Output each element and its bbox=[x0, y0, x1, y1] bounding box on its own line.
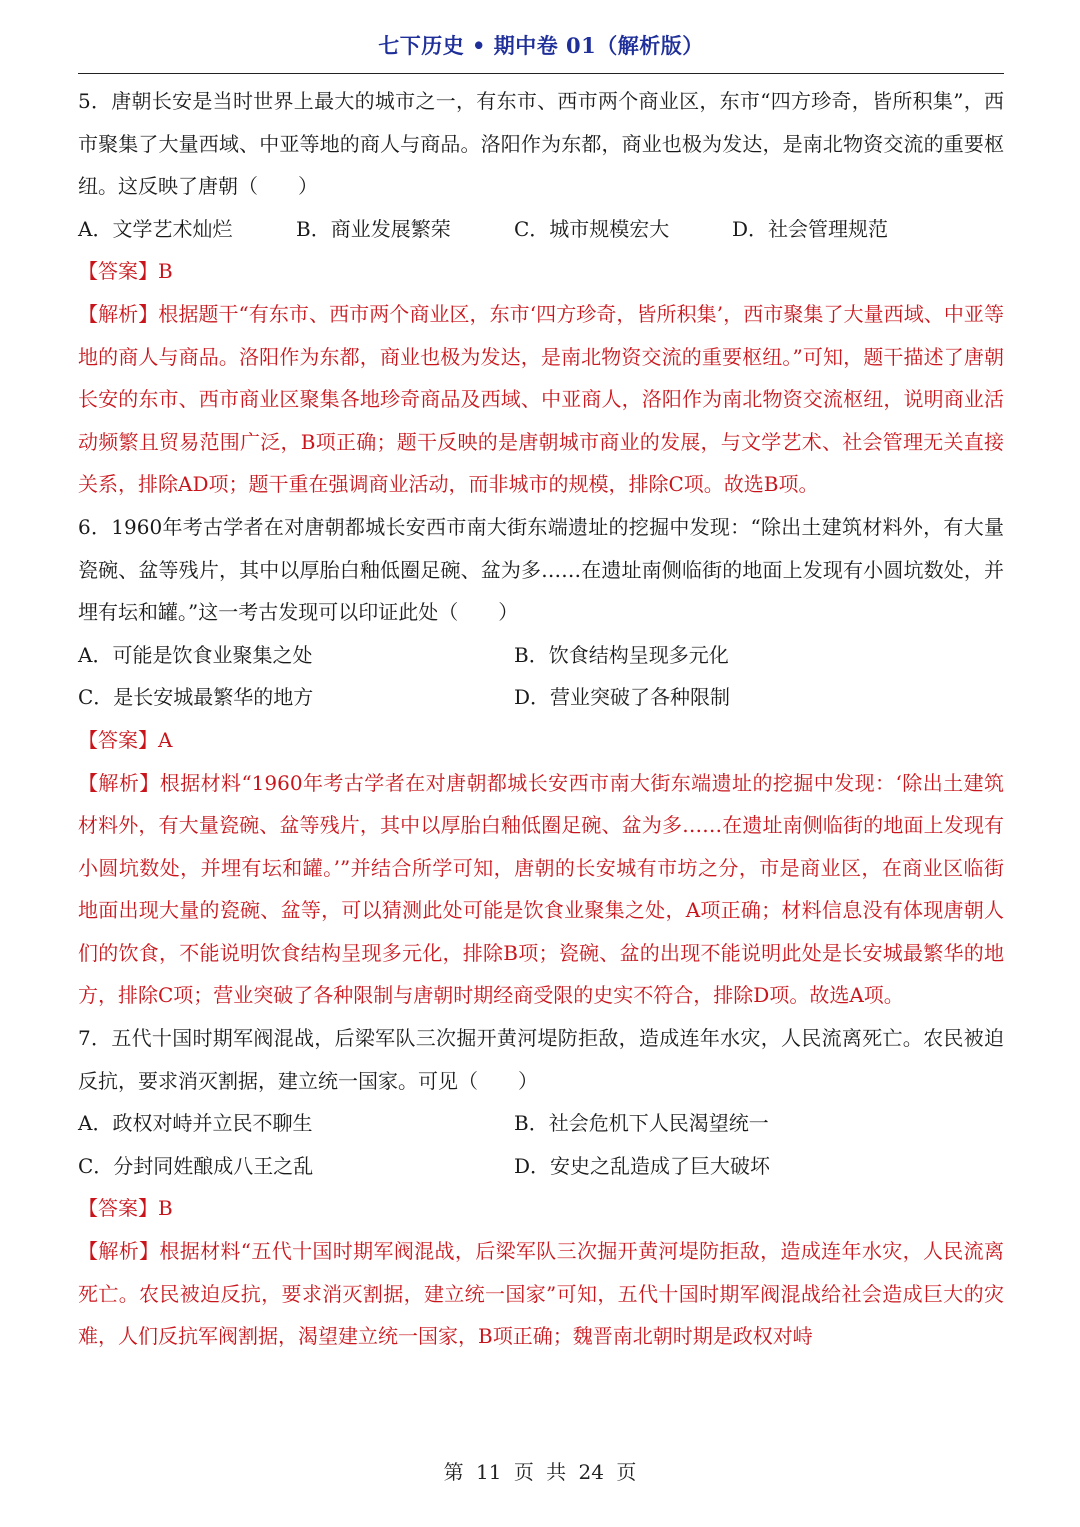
option-b: B．商业发展繁荣 bbox=[296, 216, 451, 241]
question-block-7 bbox=[78, 1017, 1004, 1358]
option-d: D．营业突破了各种限制 bbox=[514, 685, 731, 710]
analysis-text: 【解析】根据题干“有东市、西市两个商业区，东市‘四方珍奇，皆所积集’，西市聚集了大量西域、中亚等地的商人与商品。洛阳作为东都，商业也极为发达，是南北物资交流的重要枢纽。”可知，题干描述了唐朝长安的东市、西市商业区聚集各地珍奇商品及西域、中亚商人，洛阳作为南北物资交流枢纽，说明商业活动频繁且贸易范围广泛，B项正确；题干反映的是唐朝城市商业的发展，与文学艺术、社会管理无关直接关系，排除AD项；题干重在强调商业活动，而非城市的规模，排除C项。故选B项。 bbox=[78, 301, 1004, 497]
option-c: C．城市规模宏大 bbox=[514, 216, 670, 241]
question-stem: 5．唐朝长安是当时世界上最大的城市之一，有东市、西市两个商业区，东市“四方珍奇，皆所积集”，西市聚集了大量西域、中亚等地的商人与商品。洛阳作为东都，商业也极为发达，是南北物资交流的重要枢纽。这反映了唐朝（ ） bbox=[78, 89, 1004, 199]
question-stem: 6．1960年考古学者在对唐朝都城长安西市南大街东端遗址的挖掘中发现：“除出土建筑材料外，有大量瓷碗、盆等残片，其中以厚胎白釉低圈足碗、盆为多……在遗址南侧临街的地面上发现有小圆坑数处，并埋有坛和罐。”这一考古发现可以印证此处（ ） bbox=[78, 514, 1004, 625]
option-a: A．可能是饮食业聚集之处 bbox=[78, 642, 313, 667]
option-a: A．政权对峙并立民不聊生 bbox=[78, 1111, 313, 1136]
question-content bbox=[78, 80, 1004, 1358]
option-d: D．安史之乱造成了巨大破坏 bbox=[514, 1153, 771, 1178]
document-header-title: 七下历史 • 期中卷 01（解析版） bbox=[378, 33, 704, 58]
answer-line: 【答案】B bbox=[78, 259, 173, 284]
option-b: B．社会危机下人民渴望统一 bbox=[514, 1111, 769, 1136]
option-c: C．分封同姓酿成八王之乱 bbox=[78, 1153, 314, 1178]
page-number-footer: 第 11 页 共 24 页 bbox=[443, 1460, 637, 1484]
question-block-6 bbox=[78, 506, 1004, 1017]
answer-line: 【答案】A bbox=[78, 727, 173, 752]
answer-line: 【答案】B bbox=[78, 1196, 173, 1221]
options-row bbox=[78, 1145, 1004, 1188]
analysis-text: 【解析】根据材料“1960年考古学者在对唐朝都城长安西市南大街东端遗址的挖掘中发现：‘除出土建筑材料外，有大量瓷碗、盆等残片，其中以厚胎白釉低圈足碗、盆为多……在遗址南侧临街的地面上发现有小圆坑数处，并埋有坛和罐。’”并结合所学可知，唐朝的长安城有市坊之分，市是商业区，在商业区临街地面出现大量的瓷碗、盆等，可以猜测此处可能是饮食业聚集之处，A项正确；材料信息没有体现唐朝人们的饮食，不能说明饮食结构呈现多元化，排除B项；瓷碗、盆的出现不能说明此处是长安城最繁华的地方，排除C项；营业突破了各种限制与唐朝时期经商受限的史实不符合，排除D项。故选A项。 bbox=[78, 770, 1004, 1008]
option-c: C．是长安城最繁华的地方 bbox=[78, 685, 314, 710]
analysis-text: 【解析】根据材料“五代十国时期军阀混战，后梁军队三次掘开黄河堤防拒敌，造成连年水灾，人民流离死亡。农民被迫反抗，要求消灭割据，建立统一国家”可知，五代十国时期军阀混战给社会造成巨大的灾难，人们反抗军阀割据，渴望建立统一国家，B项正确；魏晋南北朝时期是政权对峙 bbox=[78, 1239, 1004, 1349]
option-d: D．社会管理规范 bbox=[732, 216, 889, 241]
question-stem: 7．五代十国时期军阀混战，后梁军队三次掘开黄河堤防拒敌，造成连年水灾，人民流离死亡。农民被迫反抗，要求消灭割据，建立统一国家。可见（ ） bbox=[78, 1026, 1004, 1093]
options-row bbox=[78, 634, 1004, 677]
option-b: B．饮食结构呈现多元化 bbox=[514, 642, 729, 667]
options-row bbox=[78, 1102, 1004, 1145]
question-block-5 bbox=[78, 80, 1004, 506]
option-a: A．文学艺术灿烂 bbox=[78, 216, 233, 241]
options-row bbox=[78, 208, 1004, 251]
header-divider bbox=[78, 73, 1004, 74]
options-row bbox=[78, 676, 1004, 719]
